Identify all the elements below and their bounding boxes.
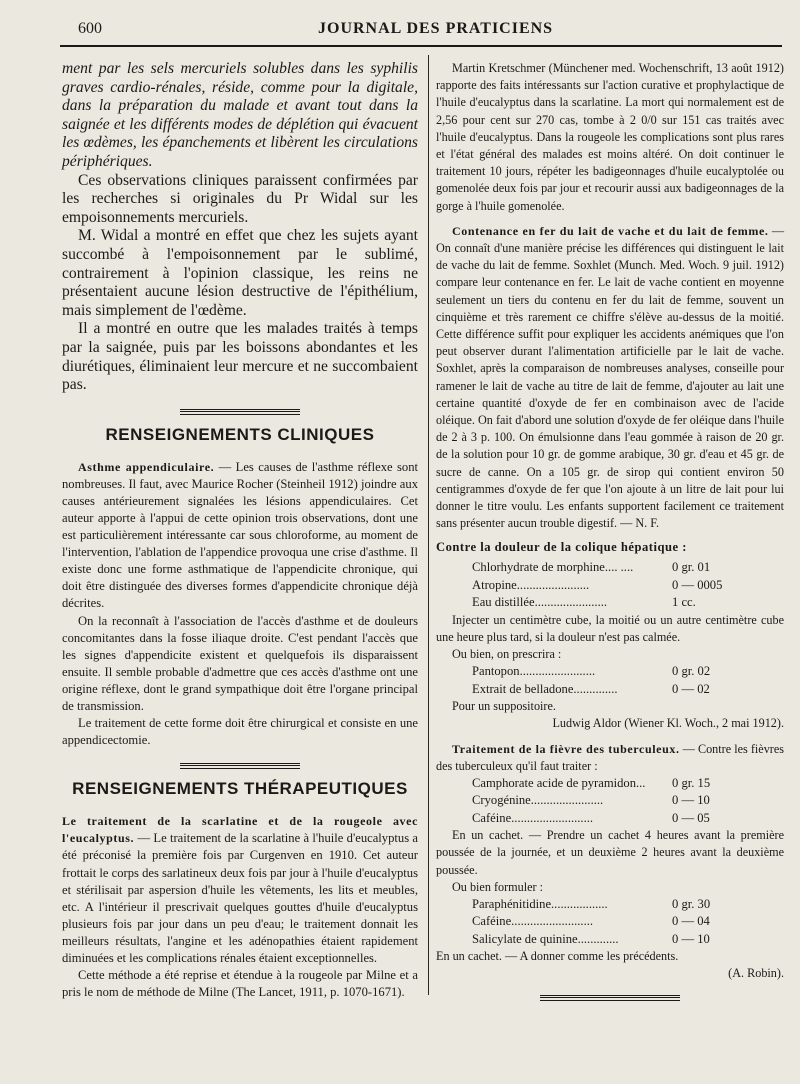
rx-name: Camphorate acide de pyramidon...: [472, 775, 646, 790]
article-asthme-body: — Les causes de l'asthme réflexe sont nombreuses. Il faut, avec Maurice Rocher (Steinheil 1912) joindre aux causes antérieurement signalées les lésions appendiculaires. Cet auteur apporte à l'appui de cette opinion trois observations, dont une est particulièrement intéressante car sous chloroforme, au moment de l'intervention, l'ablation de l'appendice provoqua une crise d'asthme. Il existe donc une forme asthmatique de l'appendicite chronique, qui doit être distinguée des diverses formes d'appendicite chronique déjà décrites.: [62, 459, 418, 611]
rx-name: Salicylate de quinine.............: [472, 931, 619, 946]
rx-line: [472, 577, 784, 594]
left-column: [62, 60, 418, 1001]
rx-dose: 0 gr. 02: [672, 664, 711, 679]
article-scarlatine: [62, 813, 418, 967]
column-divider: [428, 55, 429, 995]
rx-name: Paraphénitidine..................: [472, 896, 608, 911]
page-number: 600: [78, 20, 102, 37]
journal-title: JOURNAL DES PRATICIENS: [318, 20, 554, 37]
rx-line: [472, 681, 784, 698]
rx-line: [472, 792, 784, 809]
paragraph-widal: M. Widal a montré en effet que chez les sujets ayant succombé à l'empoisonnement par le sublimé, contrairement à l'opinion classique, les reins ne présentaient aucune lésion destructive de l'épithélium, mais simplement de l'œdème.: [62, 227, 418, 319]
rx-line: [472, 559, 784, 576]
rx-name: Caféine..........................: [472, 914, 594, 929]
rx-name: Cryogénine.......................: [472, 793, 604, 808]
rx-dose: 0 gr. 01: [672, 560, 711, 575]
intro-paragraph: ment par les sels mercuriels solubles dans les syphilis graves cardio-rénales, réside, comme pour la digitale, dans la préparation du malade et avant tout dans la saignée et les différents modes de déplétion qui évacuent les œdèmes, les épanchements et libèrent les circulations périphériques.: [62, 60, 418, 170]
article-scarlatine-p2: Cette méthode a été reprise et étendue à la rougeole par Milne et a pris le nom de méthode de Milne (The Lancet, 1911, p. 1070-1671).: [62, 968, 418, 1000]
article-asthme-p2: On la reconnaît à l'association de l'accès d'asthme et de douleurs concomitantes dans la fosse iliaque droite. C'est pendant l'accès que les signes d'appendicite existent et quelquefois ils disparaissent ensuite. Il semble probable d'admettre que ces accès d'asthme ont une origine réflexe, dont le grand sympathique doit être l'organe principal de transmission.: [62, 613, 418, 713]
rx-dose: 0 — 10: [672, 931, 710, 946]
rx-line: [472, 663, 784, 680]
section-separator-2: [180, 763, 300, 769]
running-header: [0, 0, 800, 44]
rx-line: [472, 931, 784, 948]
article-lait: [436, 223, 784, 533]
article-asthme-p3: Le traitement de cette forme doit être chirurgical et consiste en une appendicectomie.: [62, 716, 418, 748]
article-lait-body: — On connaît d'une manière précise les différences qui distinguent le lait de vache du lait de femme. Soxhlet (Munch. Med. Woch. 9 juil. 1912) compare leur contenance en fer. Le lait de vache contient en moyenne seulement un tiers du contenu en fer du lait de femme, souvent un cinquième et très rarement ce chiffre s'élève au-dessus de la moitié. Cette différence suffit pour expliquer les accidents anémiques que l'on peut observer durant l'alimentation artificielle par le lait de vache. Soxhlet, après la comparaison de nombreuses analyses, conseille pour ramener le lait de vache au titre de lait de femme, d'ajouter au lait une certaine quantité d'oxyde de fer en combinaison avec de l'acide oléique. On fait d'abord une solution d'oxyde de fer oléique dans l'huile de 2 à 3 p. 100. On émulsionne dans l'eau gommée à raison de 20 gr. de la solution pour 10 gr. de gomme arabique, 30 gr. d'eau et 45 gr. de sucre de canne. On a 105 gr. de sirop qui contient environ 50 centigrammes d'oxyde de fer que l'on ajoute à un litre de lait pour lui donner le titre voulu. Les enfants supportent facilement ce traitement sans présenter aucun trouble digestif. — N. F.: [436, 223, 785, 531]
rx-dose: 0 — 04: [672, 914, 710, 929]
header-rule: [60, 45, 782, 47]
colique-instructions: Injecter un centimètre cube, la moitié ou un autre centimètre cube une heure plus tard, si la douleur n'est pas calmée.: [436, 612, 784, 644]
end-separator: [540, 995, 680, 1001]
paragraph-observations: Ces observations cliniques paraissent confirmées par les recherches si originales du Pr Widal sur les empoisonnements mercuriels.: [62, 171, 418, 226]
colique-prescription-2: [472, 663, 784, 698]
rx-dose: 1 cc.: [672, 595, 696, 610]
rx-dose: 0 — 02: [672, 681, 710, 696]
rx-line: [472, 913, 784, 930]
article-fievre: [436, 741, 784, 775]
article-scarlatine-title: Le traitement de la scarlatine et de la rougeole avec l'eucalyptus.: [62, 814, 418, 846]
rx-name: Caféine..........................: [472, 810, 594, 825]
rx-name: Atropine.......................: [472, 577, 590, 592]
rx-line: [472, 594, 784, 611]
fievre-source: (A. Robin).: [728, 966, 784, 981]
rx-line: [472, 810, 784, 827]
section-title-therapeutiques: RENSEIGNEMENTS THÉRAPEUTIQUES: [72, 779, 408, 799]
article-scarlatine-body: — Le traitement de la scarlatine à l'huile d'eucalyptus a été préconisé la première fois par Curgenven en 1910. Cet auteur frottait le corps des sarlatineux deux fois par jour à l'huile d'eucalyptus et stérilisait par aspersion d'huile les vêtements, les lits et meubles, etc. A l'intérieur il prescrivait quelques gouttes d'huile d'eucalyptus plusieurs fois par jour dans un peu d'eau; le traitement donnait les meilleurs résultats, l'angine et les adénopathies étaient rapidement diminuées et les complications rénales étaient exceptionnelles.: [62, 831, 419, 966]
rx-line: [472, 775, 784, 792]
article-kretschmer: Martin Kretschmer (Münchener med. Wochenschrift, 13 août 1912) rapporte des faits intéressants sur l'action curative et prophylactique de l'huile d'eucalyptus dans la scarlatine. La mort qui normalement est de 2,56 pour cent sur 270 cas, tombe à 2 0/0 sur 151 cas traités avec l'huile d'eucalyptus. Dans la rougeole les complications sont plus rares et l'état général des malades est moins altéré. On doit continuer le traitement 10 jours, répéter les badigeonnages d'huile eucalyptolée ou gomenolée deux fois par jour et recourir aussi aux badigeonnages de la gorge à l'huile gomenolée.: [436, 61, 784, 213]
right-column: [436, 60, 784, 1001]
article-fievre-title: Traitement de la fièvre des tuberculeux.: [452, 741, 680, 756]
article-lait-title: Contenance en fer du lait de vache et du lait de femme.: [452, 223, 769, 238]
fievre-cachet: En un cachet. — A donner comme les précédents.: [436, 949, 679, 964]
rx-dose: 0 gr. 15: [672, 775, 711, 790]
section-separator: [180, 409, 300, 415]
rx-name: Extrait de belladone..............: [472, 681, 618, 696]
rx-name: Chlorhydrate de morphine.... ....: [472, 560, 634, 575]
article-fievre-body: — Contre les fièvres des tuberculeux qu'il faut traiter :: [436, 741, 785, 773]
colique-prescription: [472, 559, 784, 611]
rx-line: [472, 896, 784, 913]
rx-dose: 0 — 05: [672, 810, 710, 825]
rx-dose: 0 gr. 30: [672, 896, 711, 911]
rx-name: Pantopon........................: [472, 664, 596, 679]
section-title-cliniques: RENSEIGNEMENTS CLINIQUES: [105, 424, 375, 444]
fievre-instructions: En un cachet. — Prendre un cachet 4 heures avant la première poussée de la journée, et un deuxième 2 heures avant la deuxième poussée.: [436, 828, 784, 877]
article-asthme: [62, 459, 418, 613]
colique-suppositoire: Pour un suppositoire.: [452, 699, 556, 714]
rx-dose: 0 — 0005: [672, 577, 723, 592]
rx-name: Eau distillée.......................: [472, 595, 608, 610]
article-asthme-title: Asthme appendiculaire.: [78, 459, 215, 474]
fievre-prescription: [472, 775, 784, 827]
rx-dose: 0 — 10: [672, 793, 710, 808]
fievre-alternative: Ou bien formuler :: [452, 879, 544, 894]
colique-alternative: Ou bien, on prescrira :: [452, 647, 562, 662]
paragraph-traitement: Il a montré en outre que les malades traités à temps par la saignée, puis par les boissons abondantes et les diurétiques, éliminaient leur mercure et ne succombaient pas.: [62, 320, 418, 394]
colique-source: Ludwig Aldor (Wiener Kl. Woch., 2 mai 1912).: [552, 716, 784, 731]
fievre-prescription-2: [472, 896, 784, 948]
colique-title: Contre la douleur de la colique hépatique :: [436, 540, 687, 555]
